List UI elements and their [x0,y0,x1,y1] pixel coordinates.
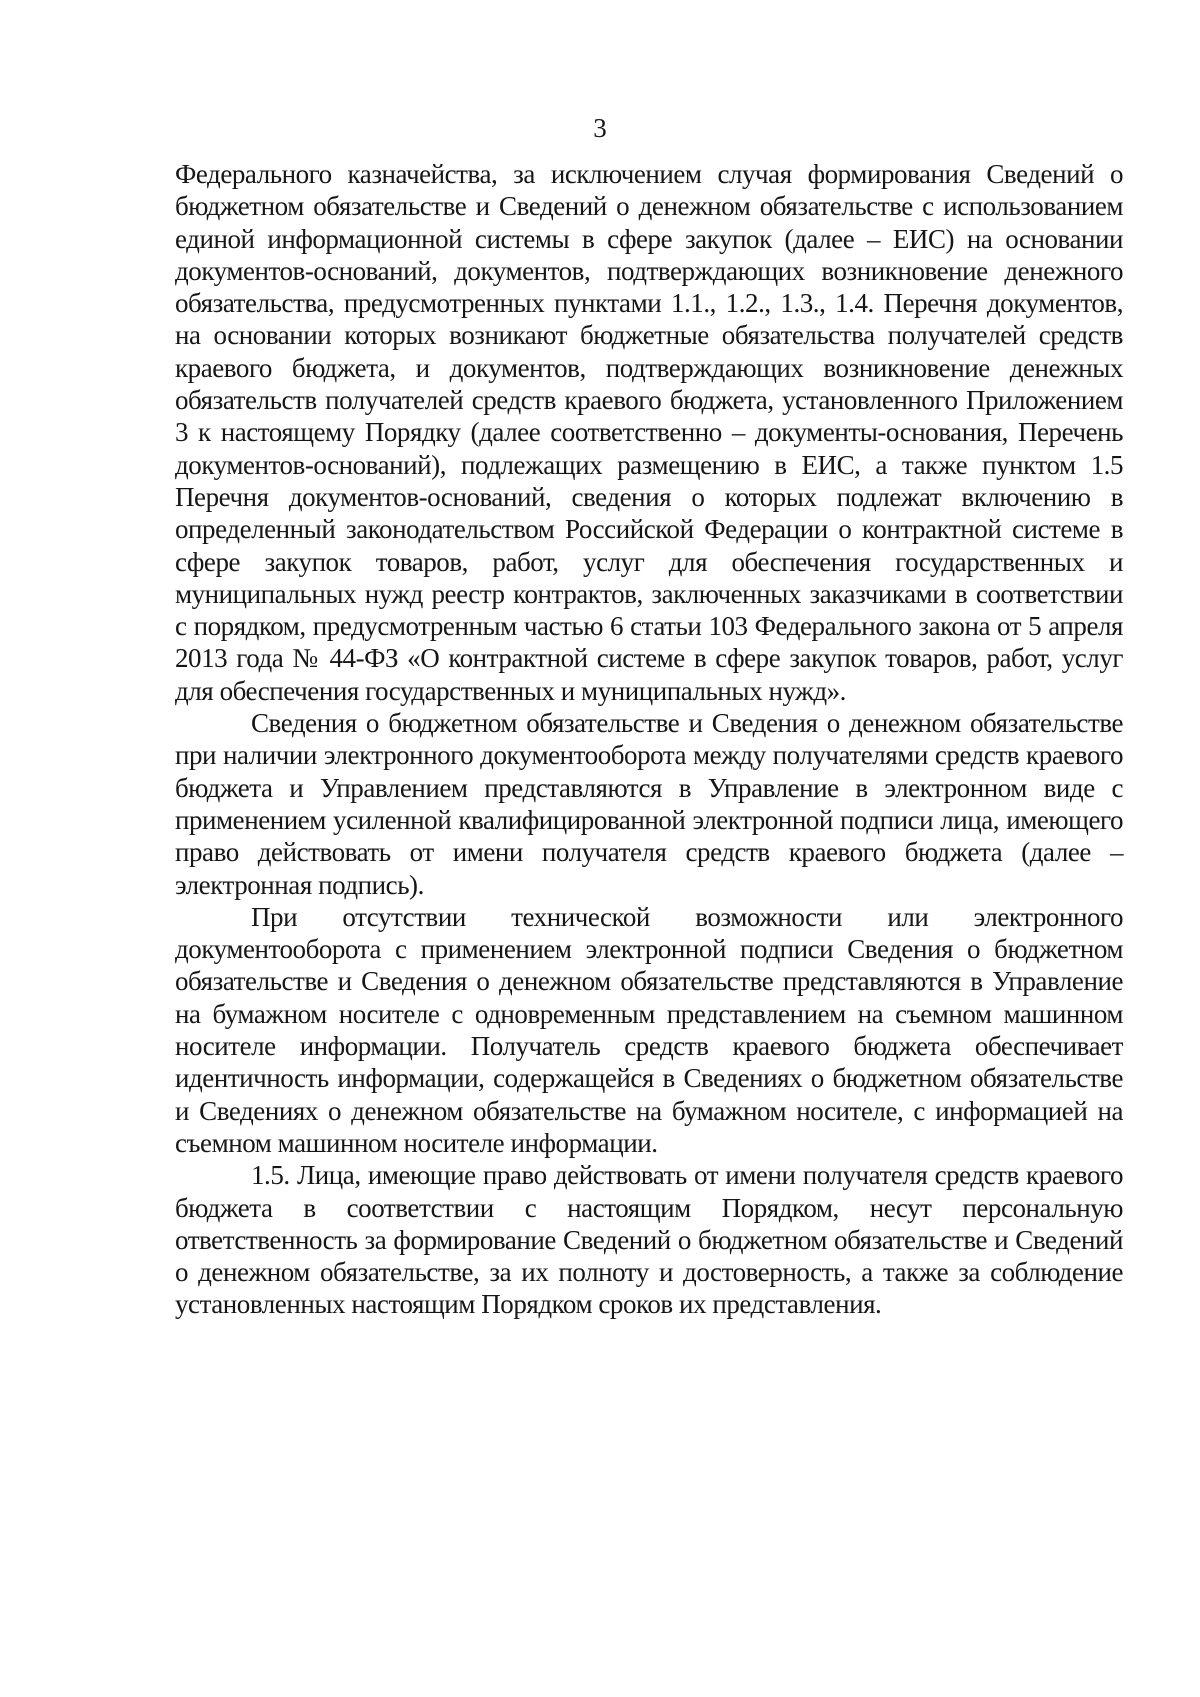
paragraph-electronic-submission: Сведения о бюджетном обязательстве и Сведения о денежном обязательстве при наличии электронного документооборота между получателями средств краевого бюджета и Управлением представляются в Управление в электронном виде с применением усиленной квалифицированной электронной подписи лица, имеющего право действовать от имени получателя средств краевого бюджета (далее – электронная подпись). [175,708,1123,900]
paragraph-continuation: Федерального казначейства, за исключением случая формирования Сведений о бюджетном обязательстве и Сведений о денежном обязательстве с использованием единой информационной системы в сфере закупок (далее – ЕИС) на основании документов-оснований, документов, подтверждающих возникновение денежного обязательства, предусмотренных пунктами 1.1., 1.2., 1.3., 1.4. Перечня документов, на основании которых возникают бюджетные обязательства получателей средств краевого бюджета, и документов, подтверждающих возникновение денежных обязательств получателей средств краевого бюджета, установленного Приложением 3 к настоящему Порядку (далее соответственно – документы-основания, Перечень документов-оснований), подлежащих размещению в ЕИС, а также пунктом 1.5 Перечня документов-оснований, сведения о которых подлежат включению в определенный законодательством Российской Федерации о контрактной системе в сфере закупок товаров, работ, услуг для обеспечения государственных и муниципальных нужд реестр контрактов, заключенных заказчиками в соответствии с порядком, предусмотренным частью 6 статьи 103 Федерального закона от 5 апреля 2013 года № 44-ФЗ «О контрактной системе в сфере закупок товаров, работ, услуг для обеспечения государственных и муниципальных нужд». [175,159,1123,706]
paragraph-paper-submission: При отсутствии технической возможности или электронного документооборота с применением электронной подписи Сведения о бюджетном обязательстве и Сведения о денежном обязательстве представляются в Управление на бумажном носителе с одновременным представлением на съемном машинном носителе информации. Получатель средств краевого бюджета обеспечивает идентичность информации, содержащейся в Сведениях о бюджетном обязательстве и Сведениях о денежном обязательстве на бумажном носителе, с информацией на съемном машинном носителе информации. [175,901,1123,1158]
page-number: 3 [593,113,607,143]
paragraph-clause-1-5: 1.5. Лица, имеющие право действовать от имени получателя средств краевого бюджета в соответствии с настоящим Порядком, несут персональную ответственность за формирование Сведений о бюджетном обязательстве и Сведений о денежном обязательстве, за их полноту и достоверность, а также за соблюдение установленных настоящим Порядком сроков их представления. [175,1160,1123,1320]
document-body [175,158,1123,1321]
